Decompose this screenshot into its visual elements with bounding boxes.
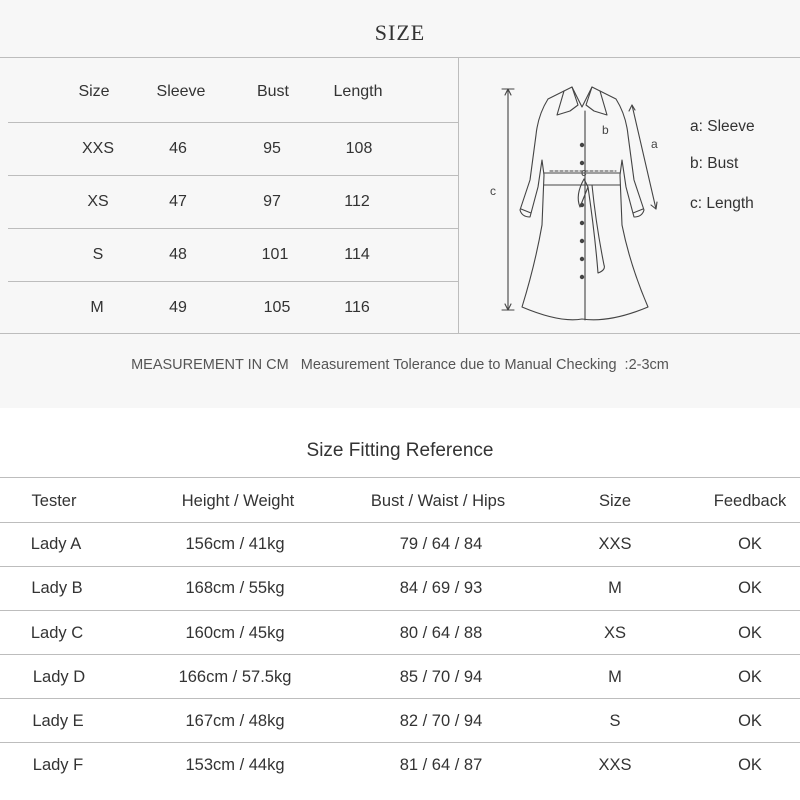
height-weight: 168cm / 55kg — [185, 579, 285, 597]
size-title: SIZE — [374, 20, 426, 45]
tester-name: Lady D — [32, 668, 86, 686]
divider — [0, 522, 800, 523]
body-measurements: 85 / 70 / 94 — [399, 668, 483, 686]
height-weight: 160cm / 45kg — [185, 624, 285, 642]
length-cell: 114 — [344, 246, 370, 263]
tester-name: Lady A — [30, 535, 82, 553]
bust-cell: 97 — [263, 193, 281, 210]
length-cell: 108 — [345, 140, 373, 157]
tester-name: Lady F — [32, 756, 84, 774]
feedback: OK — [738, 624, 762, 642]
header-feedback: Feedback — [713, 492, 787, 510]
fit-size: M — [608, 668, 622, 686]
feedback: OK — [738, 535, 762, 553]
height-weight: 166cm / 57.5kg — [178, 668, 292, 686]
header-size: Size — [598, 492, 632, 510]
right-lapel — [586, 87, 607, 115]
bust-cell: 101 — [261, 246, 289, 263]
sleeve-cell: 46 — [169, 140, 187, 157]
label-c: c — [490, 184, 496, 198]
fit-size: M — [608, 579, 622, 597]
feedback: OK — [738, 668, 762, 686]
body-measurements: 79 / 64 / 84 — [399, 535, 483, 553]
length-cell: 112 — [344, 193, 370, 210]
legend-sleeve: a: Sleeve — [690, 118, 755, 135]
divider — [0, 477, 800, 478]
measurement-note: MEASUREMENT IN CM Measurement Tolerance due to Manual Checking :2-3cm — [131, 357, 669, 373]
body-measurements: 82 / 70 / 94 — [399, 712, 483, 730]
divider — [0, 333, 800, 334]
body-measurements: 80 / 64 / 88 — [399, 624, 483, 642]
sleeve-cell: 47 — [169, 193, 187, 210]
divider — [458, 57, 459, 334]
tester-name: Lady C — [30, 624, 84, 642]
sleeve-dimension-line — [632, 105, 656, 209]
bust-cell: 105 — [263, 299, 291, 316]
feedback: OK — [738, 579, 762, 597]
length-cell: 116 — [344, 299, 370, 316]
body-measurements: 84 / 69 / 93 — [399, 579, 483, 597]
header-sleeve: Sleeve — [156, 83, 206, 100]
header-bust: Bust — [256, 83, 289, 100]
body-measurements: 81 / 64 / 87 — [399, 756, 483, 774]
divider — [0, 57, 800, 58]
header-length: Length — [333, 83, 383, 100]
divider — [0, 698, 800, 699]
label-a: a — [651, 137, 658, 151]
feedback: OK — [738, 712, 762, 730]
feedback: OK — [738, 756, 762, 774]
header-measurements: Bust / Waist / Hips — [370, 492, 506, 510]
bust-cell: 95 — [263, 140, 281, 157]
size-cell: S — [92, 246, 104, 263]
label-b: b — [602, 123, 609, 137]
divider — [0, 566, 800, 567]
height-weight: 156cm / 41kg — [185, 535, 285, 553]
coat-measurement-diagram — [480, 75, 680, 330]
legend-length: c: Length — [690, 195, 754, 212]
divider — [0, 654, 800, 655]
size-cell: M — [90, 299, 104, 316]
fit-size: XXS — [598, 756, 632, 774]
fitting-title: Size Fitting Reference — [306, 440, 494, 461]
fit-size: S — [609, 712, 621, 730]
belt-tie — [588, 185, 604, 273]
divider — [0, 742, 800, 743]
sleeve-cell: 48 — [169, 246, 187, 263]
header-size: Size — [78, 83, 110, 100]
header-tester: Tester — [31, 492, 77, 510]
divider — [8, 175, 458, 176]
divider — [8, 122, 458, 123]
height-weight: 153cm / 44kg — [185, 756, 285, 774]
label-c-inner: c — [581, 167, 587, 179]
header-height-weight: Height / Weight — [181, 492, 295, 510]
height-weight: 167cm / 48kg — [185, 712, 285, 730]
divider — [0, 610, 800, 611]
size-cell: XXS — [81, 140, 114, 157]
fit-size: XS — [603, 624, 626, 642]
fit-size: XXS — [598, 535, 632, 553]
sleeve-cell: 49 — [169, 299, 187, 316]
legend-bust: b: Bust — [690, 155, 739, 172]
divider — [8, 281, 458, 282]
tester-name: Lady E — [32, 712, 84, 730]
left-lapel — [557, 87, 578, 115]
divider — [8, 228, 458, 229]
tester-name: Lady B — [31, 579, 83, 597]
size-cell: XS — [87, 193, 109, 210]
